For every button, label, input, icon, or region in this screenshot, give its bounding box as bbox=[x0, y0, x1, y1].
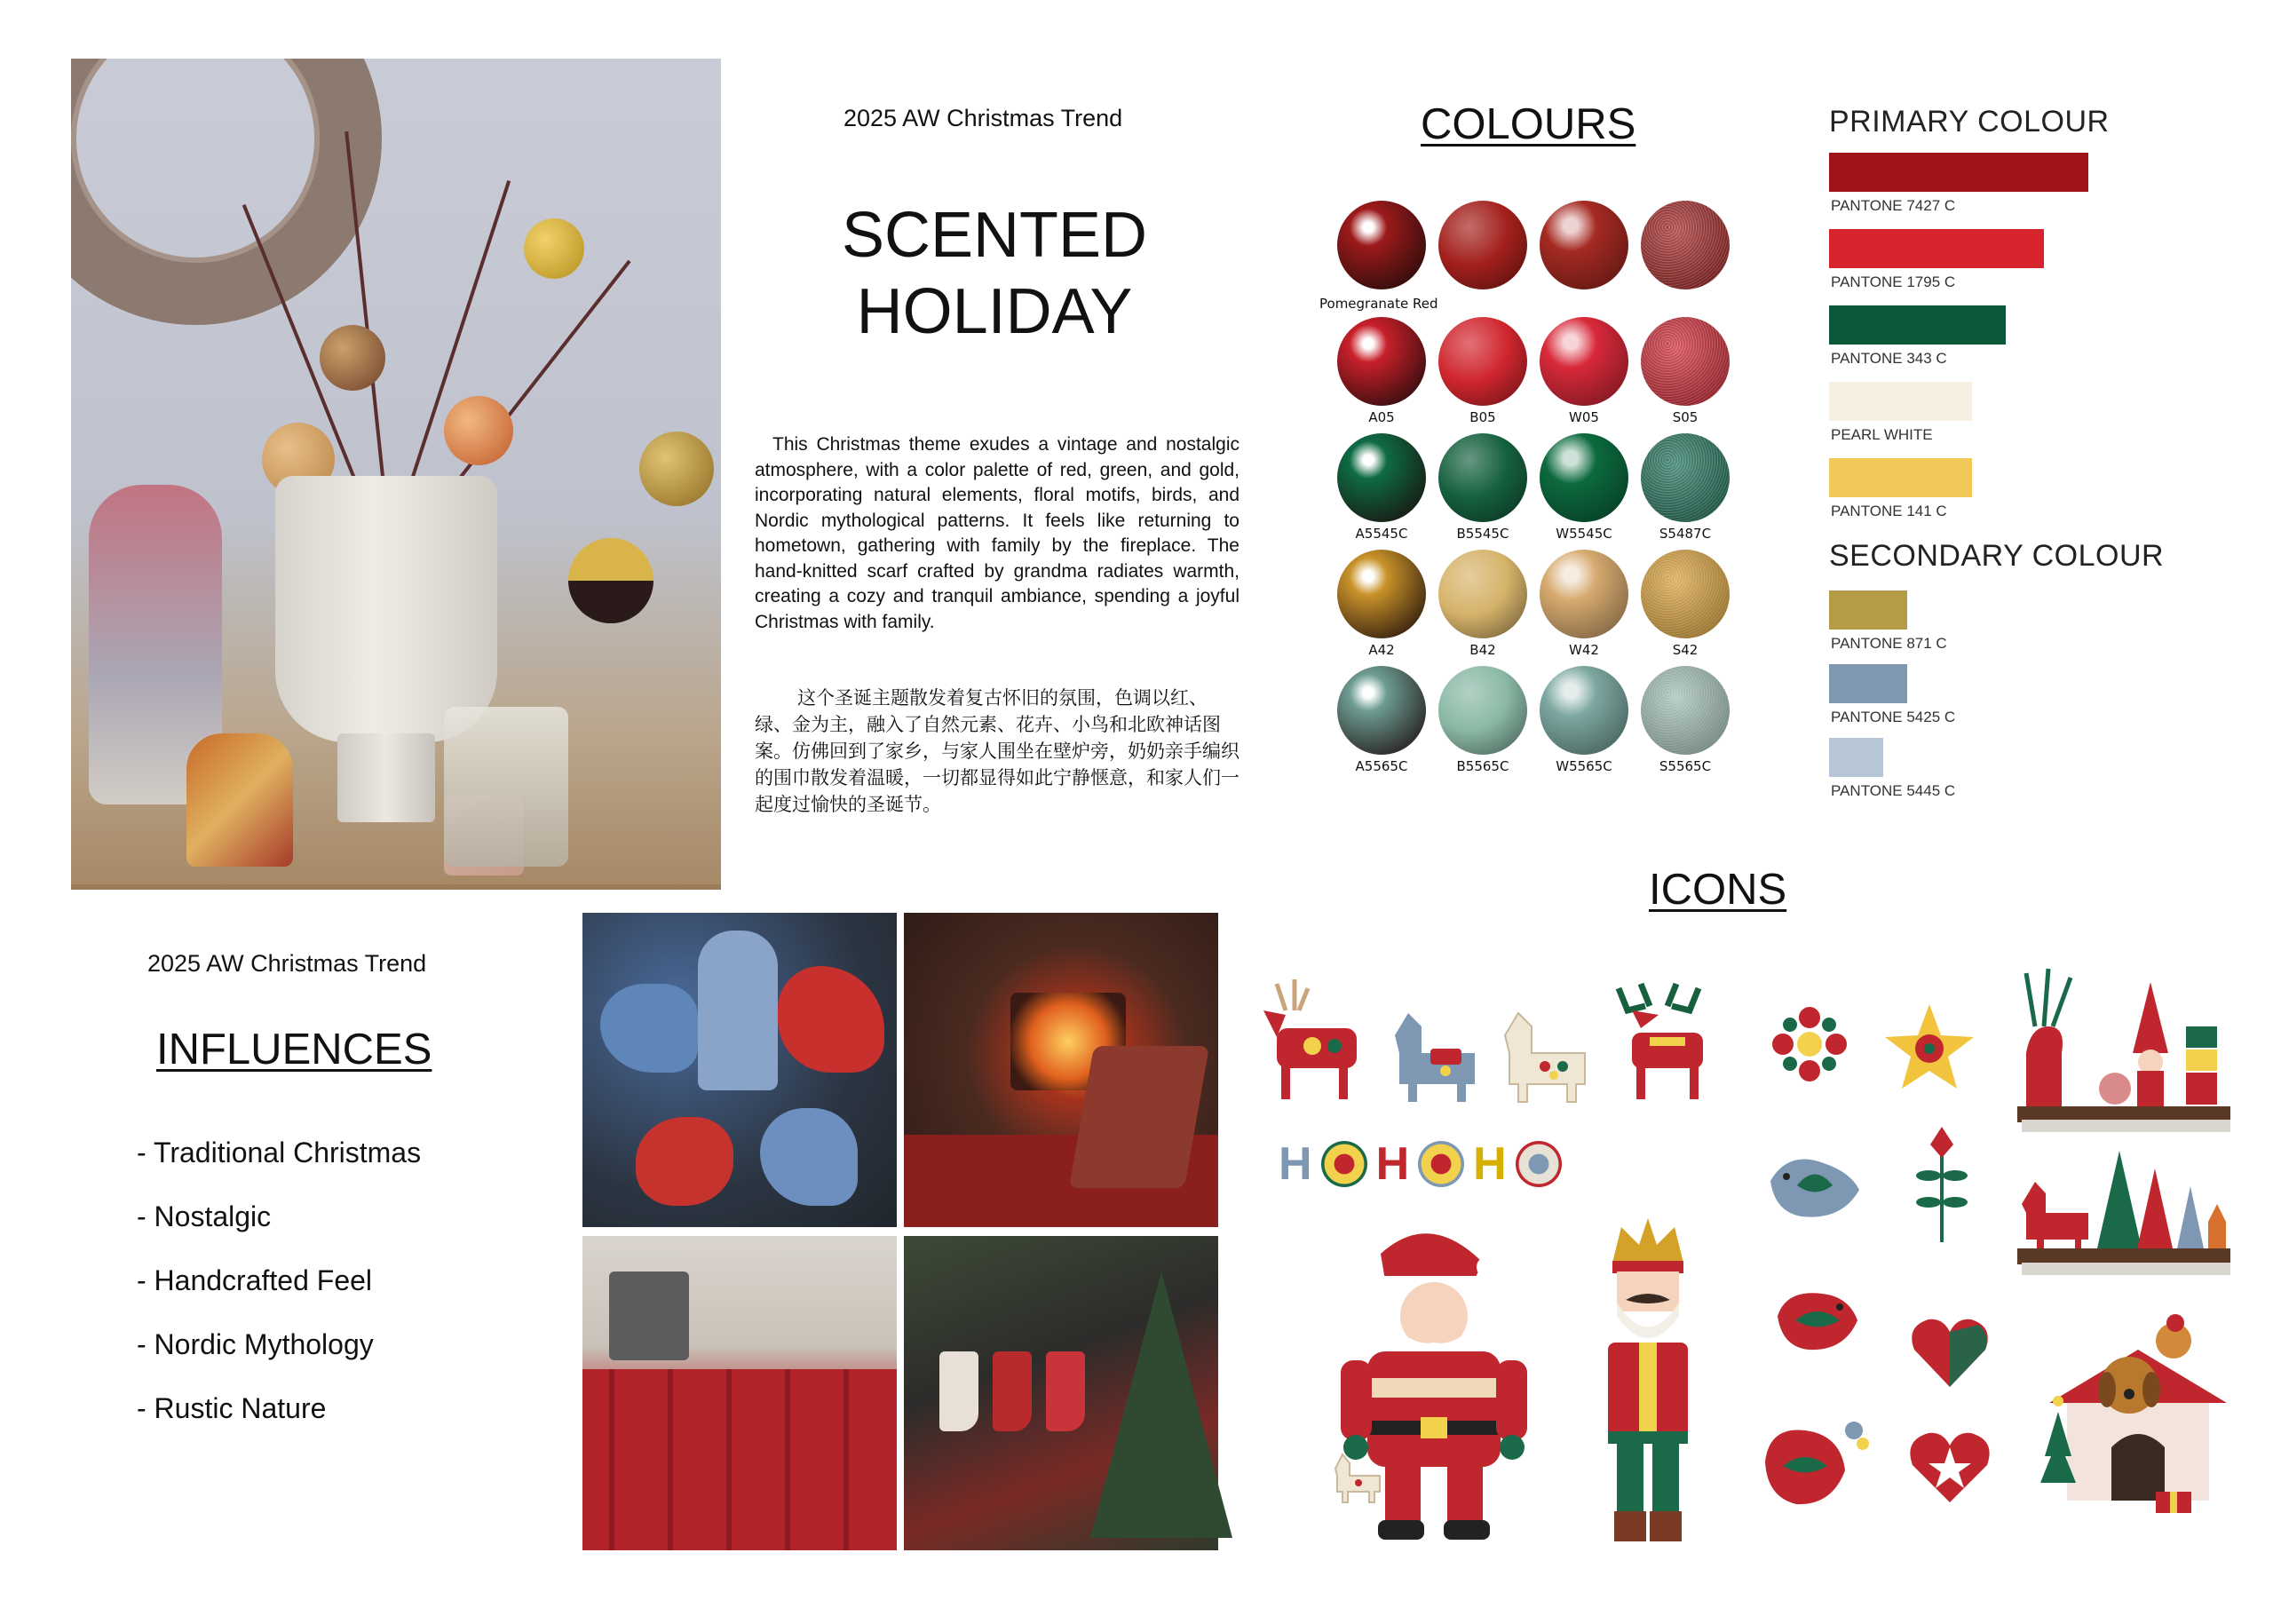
description-english bbox=[755, 432, 1239, 635]
colour-bauble bbox=[1540, 317, 1628, 406]
colour-code-label: W42 bbox=[1569, 642, 1599, 658]
colour-code-label: S42 bbox=[1672, 642, 1699, 658]
colour-bauble bbox=[1540, 201, 1628, 289]
colour-bauble bbox=[1540, 666, 1628, 755]
photo-stockings-tree bbox=[904, 1236, 1218, 1550]
reindeer-icon bbox=[1259, 975, 1374, 1108]
colour-bauble bbox=[1337, 317, 1426, 406]
primary-colour-heading: PRIMARY COLOUR bbox=[1829, 105, 2110, 139]
photo-plaid-bedroom bbox=[582, 1236, 897, 1550]
colour-bauble bbox=[1438, 666, 1527, 755]
woven-heart-icon bbox=[1907, 1309, 1992, 1394]
colour-bauble bbox=[1641, 201, 1730, 289]
ornament-o-icon bbox=[1321, 1141, 1367, 1187]
colour-bauble bbox=[1337, 433, 1426, 522]
swatch-label: PANTONE 5445 C bbox=[1831, 782, 1956, 799]
description-english-text: This Christmas theme exudes a vintage and nostalgic atmosphere, with a color palette of red, green, and gold, incorporating natural elements, floral motifs, birds, and Nordic mythological patterns. It feels like returning to hometown, gathering with family by the fireplace. The hand-knitted scarf crafted by grandma radiates warmth, creating a cozy and tranquil ambiance, spending a joyful Christmas with family. bbox=[755, 434, 1239, 632]
colour-bauble bbox=[1438, 317, 1527, 406]
colour-code-label: B42 bbox=[1469, 642, 1496, 658]
mosaic-candle-holder bbox=[186, 733, 293, 867]
page-title bbox=[799, 197, 1190, 350]
influence-item: - Rustic Nature bbox=[137, 1392, 327, 1424]
influence-item: - Traditional Christmas bbox=[137, 1137, 422, 1168]
colour-code-label: A5545C bbox=[1355, 526, 1408, 542]
moose-icon bbox=[1605, 975, 1721, 1108]
colour-code-label: A5565C bbox=[1355, 758, 1408, 774]
colour-bauble bbox=[1438, 201, 1527, 289]
trend-label: 2025 AW Christmas Trend bbox=[843, 105, 1123, 131]
swatch-label: PANTONE 141 C bbox=[1831, 503, 1947, 519]
description-chinese bbox=[755, 685, 1239, 819]
influence-item: - Nordic Mythology bbox=[137, 1328, 374, 1360]
wooden-table bbox=[71, 884, 721, 890]
swatch-label: PANTONE 1795 C bbox=[1831, 273, 1956, 290]
colour-code-label: S5565C bbox=[1659, 758, 1712, 774]
dala-horse-cream-icon bbox=[1492, 1000, 1598, 1106]
swatch-label: PEARL WHITE bbox=[1831, 426, 1933, 443]
influence-item: - Handcrafted Feel bbox=[137, 1264, 373, 1296]
wreath-decoration bbox=[71, 59, 382, 325]
ho-letter: H bbox=[1279, 1138, 1312, 1190]
colour-code-label: A42 bbox=[1368, 642, 1395, 658]
colour-swatch bbox=[1829, 738, 1883, 777]
colour-code-label: A05 bbox=[1368, 409, 1395, 425]
colour-swatch bbox=[1829, 590, 1907, 630]
swatch-label: PANTONE 7427 C bbox=[1831, 197, 1956, 214]
colour-code-label: B5565C bbox=[1456, 758, 1509, 774]
nutcracker-icon bbox=[1586, 1218, 1710, 1547]
folk-plant-icon bbox=[1911, 1122, 1973, 1247]
colour-bauble bbox=[1641, 317, 1730, 406]
colour-bauble bbox=[1540, 433, 1628, 522]
folk-star-flower-icon bbox=[1881, 1000, 1978, 1097]
red-bird-icon bbox=[1769, 1271, 1866, 1369]
swatch-label: PANTONE 5425 C bbox=[1831, 709, 1956, 725]
red-bird-flower-icon bbox=[1756, 1408, 1872, 1515]
bauble bbox=[444, 396, 513, 465]
colour-code-label: W05 bbox=[1569, 409, 1599, 425]
colour-swatch bbox=[1829, 229, 2044, 268]
ornament-o-icon bbox=[1418, 1141, 1464, 1187]
hero-photo-christmas-branches bbox=[71, 59, 721, 890]
colour-bauble bbox=[1641, 433, 1730, 522]
vase-foot bbox=[337, 733, 435, 822]
ho-ho-ho-lettering bbox=[1279, 1133, 1598, 1195]
description-chinese-text: 这个圣诞主题散发着复古怀旧的氛围，色调以红、绿、金为主，融入了自然元素、花卉、小鸟和北欧神话图案。仿佛回到了家乡，与家人围坐在壁炉旁，奶奶亲手编织的围巾散发着温暖，一切都显得如此宁静惬意，和家人们一起度过愉快的圣诞节。 bbox=[755, 688, 1239, 815]
colour-code-label: S05 bbox=[1672, 409, 1699, 425]
colour-code-label: S5487C bbox=[1659, 526, 1712, 542]
red-heart-star-icon bbox=[1905, 1422, 1994, 1508]
title-line-2: HOLIDAY bbox=[856, 276, 1133, 347]
bauble bbox=[320, 325, 385, 391]
ceramic-vase bbox=[275, 476, 497, 742]
colour-swatch bbox=[1829, 153, 2088, 192]
swatch-label: PANTONE 343 C bbox=[1831, 350, 1947, 367]
bauble bbox=[639, 432, 714, 506]
colour-swatch bbox=[1829, 458, 1972, 497]
influences-heading: INFLUENCES bbox=[156, 1026, 432, 1073]
colour-code-label: B05 bbox=[1469, 409, 1496, 425]
title-line-1: SCENTED bbox=[841, 200, 1148, 271]
trend-label-influences: 2025 AW Christmas Trend bbox=[147, 950, 427, 977]
colour-bauble bbox=[1337, 201, 1426, 289]
colour-bauble bbox=[1641, 550, 1730, 638]
ornament-o-icon bbox=[1516, 1141, 1562, 1187]
colour-code-label: W5565C bbox=[1556, 758, 1612, 774]
secondary-colour-heading: SECONDARY COLOUR bbox=[1829, 539, 2165, 573]
colour-bauble bbox=[1641, 666, 1730, 755]
dala-horse-blue-icon bbox=[1382, 1000, 1488, 1106]
colour-bauble bbox=[1438, 433, 1527, 522]
swatch-label: PANTONE 871 C bbox=[1831, 635, 1947, 652]
glass-jar bbox=[444, 707, 568, 867]
colour-swatch bbox=[1829, 382, 1972, 421]
colour-bauble bbox=[1337, 550, 1426, 638]
colour-bauble bbox=[1438, 550, 1527, 638]
blue-bird-icon bbox=[1762, 1145, 1868, 1225]
folk-flower-icon bbox=[1765, 1000, 1854, 1089]
small-dala-horse-icon bbox=[1330, 1449, 1385, 1506]
colour-code-label: W5545C bbox=[1556, 526, 1612, 542]
ho-letter: H bbox=[1473, 1138, 1507, 1190]
pomegranate-red-label: Pomegranate Red bbox=[1319, 296, 1438, 312]
bauble bbox=[524, 218, 584, 279]
icons-heading: ICONS bbox=[1649, 866, 1787, 914]
shelf-dala-trees-icon bbox=[2008, 1142, 2239, 1284]
photo-fireplace bbox=[904, 913, 1218, 1227]
colours-heading: COLOURS bbox=[1421, 100, 1636, 148]
colour-swatch bbox=[1829, 664, 1907, 703]
colour-bauble bbox=[1337, 666, 1426, 755]
influence-list bbox=[137, 1137, 421, 1456]
influence-item: - Nostalgic bbox=[137, 1200, 272, 1232]
ho-letter: H bbox=[1375, 1138, 1410, 1190]
dog-house-icon bbox=[2040, 1305, 2236, 1527]
colour-code-label: B5545C bbox=[1456, 526, 1509, 542]
photo-nordic-ornaments bbox=[582, 913, 897, 1227]
shelf-gnome-vase-icon bbox=[2008, 964, 2239, 1142]
colour-bauble bbox=[1540, 550, 1628, 638]
bauble bbox=[568, 538, 653, 623]
colour-swatch bbox=[1829, 305, 2006, 345]
